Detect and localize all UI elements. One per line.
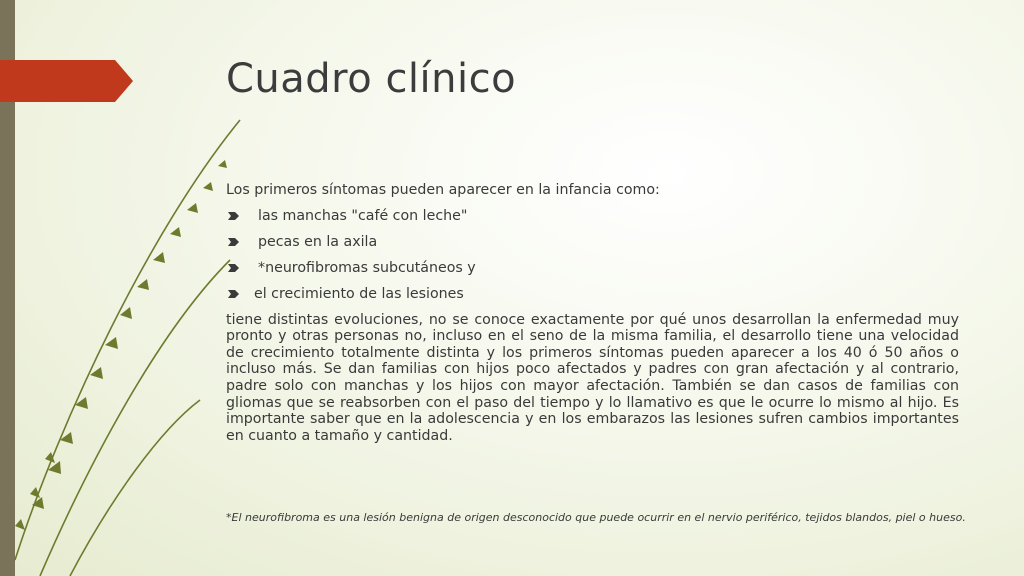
title-accent-arrow	[0, 60, 133, 102]
slide-title: Cuadro clínico	[226, 56, 517, 102]
list-item	[226, 208, 959, 224]
arrow-bullet-icon	[228, 290, 239, 298]
slide-body	[226, 182, 959, 444]
list-item	[226, 286, 959, 302]
list-item-text: el crecimiento de las lesiones	[254, 285, 464, 302]
list-item-text: pecas en la axila	[258, 233, 378, 250]
list-item-text: las manchas "café con leche"	[258, 207, 468, 224]
footnote: *El neurofibroma es una lesión benigna de origen desconocido que puede ocurrir en el nervio periférico, tejidos blandos, piel o hueso.	[226, 511, 966, 524]
arrow-bullet-icon	[228, 212, 239, 220]
intro-text: Los primeros síntomas pueden aparecer en la infancia como:	[226, 182, 660, 198]
list-item	[226, 260, 959, 276]
list-item-text: *neurofibromas subcutáneos y	[258, 259, 476, 276]
symptom-list	[226, 208, 959, 302]
arrow-bullet-icon	[228, 264, 239, 272]
arrow-bullet-icon	[228, 238, 239, 246]
description-paragraph: tiene distintas evoluciones, no se conoce exactamente por qué unos desarrollan la enfermedad muy pronto y otras personas no, incluso en el seno de la misma familia, el desarrollo tiene una velocidad de crecimiento totalmente distinta y los primeros síntomas pueden aparecer a los 40 ó 50 años o incluso más. Se dan familias con hijos poco afectados y padres con gran afectación y al contrario, padre solo con manchas y los hijos con mayor afectación. También se dan casos de familias con gliomas que se reabsorben con el paso del tiempo y lo llamativo es que le ocurre lo mismo al hijo. Es importante saber que en la adolescencia y en los embarazos las lesiones sufren cambios importantes en cuanto a tamaño y cantidad.	[226, 311, 959, 444]
list-item	[226, 234, 959, 250]
